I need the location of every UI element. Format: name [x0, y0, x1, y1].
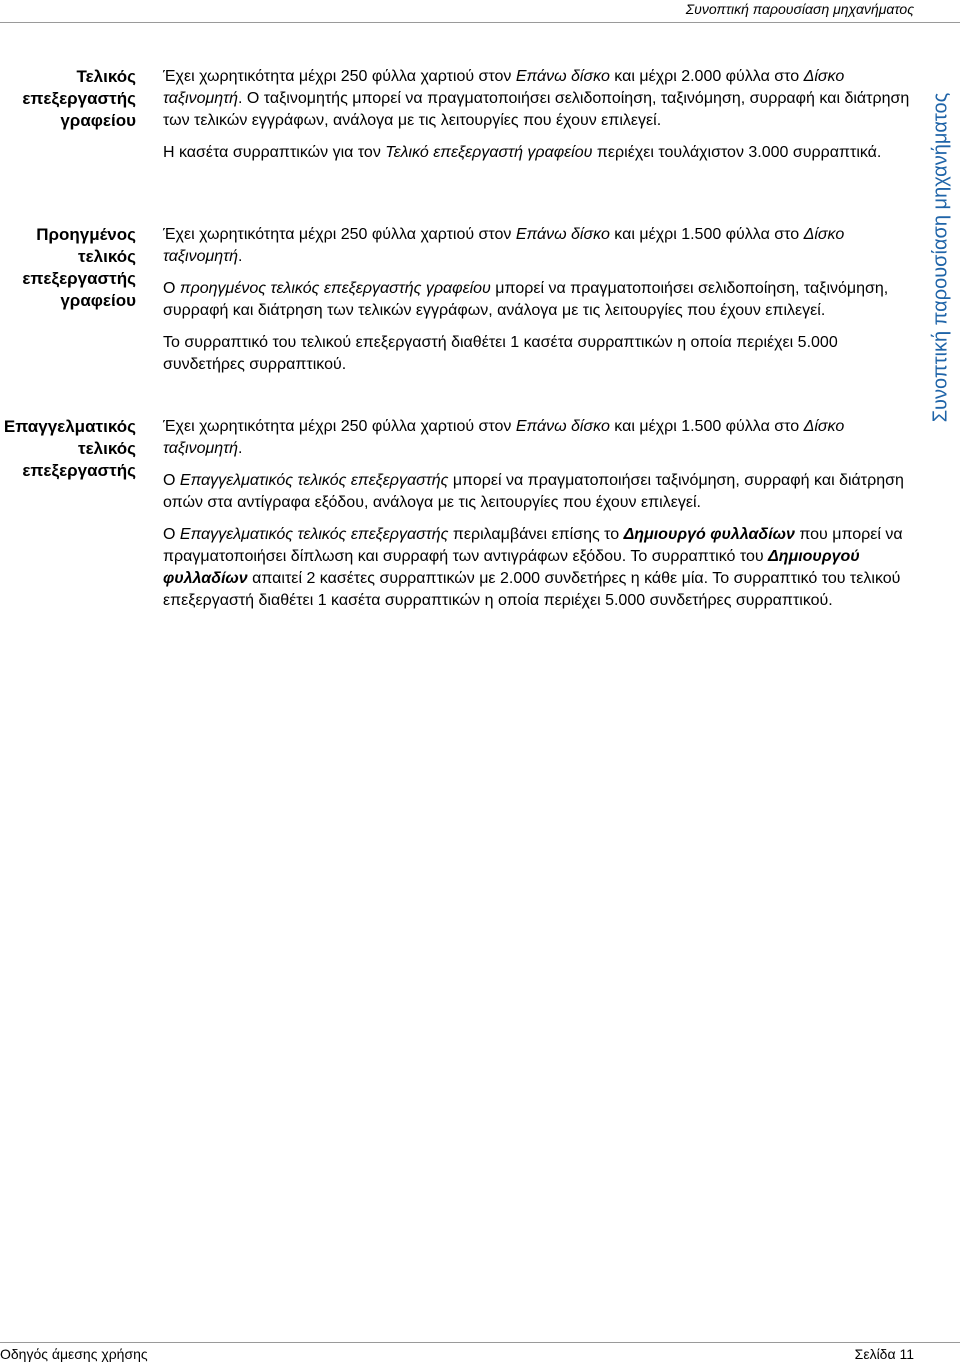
side-tab-label: Συνοπτική παρουσίαση μηχανήματος	[929, 92, 952, 422]
paragraph: Η κασέτα συρραπτικών για τον Τελικό επεξεργαστή γραφείου περιέχει τουλάχιστον 3.000 συρραπτικά.	[163, 144, 882, 161]
running-header-title: Συνοπτική παρουσίαση μηχανήματος	[685, 1, 914, 17]
footer-page-number: Σελίδα 11	[854, 1346, 914, 1362]
paragraph: Έχει χωρητικότητα μέχρι 250 φύλλα χαρτιού στον Επάνω δίσκο και μέχρι 2.000 φύλλα στο Δίσκο ταξινομητή. Ο ταξινομητής μπορεί να πραγματοποιήσει σελιδοποίηση, ταξινόμηση, συρραφή και διάτρηση των τελικών εγγράφων, ανάλογα με τις λειτουργίες που έχουν επιλεγεί.	[163, 68, 910, 129]
section-body	[163, 66, 918, 164]
running-header	[0, 0, 960, 23]
paragraph: Ο προηγμένος τελικός επεξεργαστής γραφείου μπορεί να πραγματοποιήσει σελιδοποίηση, ταξινόμηση, συρραφή και διάτρηση των τελικών εγγράφων, ανάλογα με τις λειτουργίες που έχουν επιλεγεί.	[163, 280, 889, 319]
section-body	[163, 416, 918, 612]
paragraph: Έχει χωρητικότητα μέχρι 250 φύλλα χαρτιού στον Επάνω δίσκο και μέχρι 1.500 φύλλα στο Δίσκο ταξινομητή.	[163, 418, 845, 457]
section-label: Προηγμένος τελικός επεξεργαστής γραφείου	[22, 225, 136, 310]
section-label: Επαγγελματικός τελικός επεξεργαστής	[3, 417, 136, 480]
paragraph: Το συρραπτικό του τελικού επεξεργαστή διαθέτει 1 κασέτα συρραπτικών η οποία περιέχει 5.000 συνδετήρες συρραπτικού.	[163, 334, 838, 373]
section-label: Τελικός επεξεργαστής γραφείου	[22, 67, 136, 130]
page-footer	[0, 1342, 960, 1367]
footer-guide-title: Οδηγός άμεσης χρήσης	[0, 1346, 148, 1362]
paragraph: Ο Επαγγελματικός τελικός επεξεργαστής μπορεί να πραγματοποιήσει ταξινόμηση, συρραφή και διάτρηση οπών στα αντίγραφα εξόδου, ανάλογα με τις λειτουργίες που έχουν επιλεγεί.	[163, 472, 904, 511]
paragraph: Ο Επαγγελματικός τελικός επεξεργαστής περιλαμβάνει επίσης το Δημιουργό φυλλαδίων που μπορεί να πραγματοποιήσει δίπλωση και συρραφή των αντιγράφων εξόδου. Το συρραπτικό του Δημιουργού φυλλαδίων απαιτεί 2 κασέτες συρραπτικών με 2.000 συνδετήρες η κάθε μία. Το συρραπτικό του τελικού επεξεργαστή διαθέτει 1 κασέτα συρραπτικών η οποία περιέχει 5.000 συνδετήρες συρραπτικού.	[163, 526, 903, 609]
side-tab	[924, 70, 958, 444]
section-body	[163, 224, 918, 376]
paragraph: Έχει χωρητικότητα μέχρι 250 φύλλα χαρτιού στον Επάνω δίσκο και μέχρι 1.500 φύλλα στο Δίσκο ταξινομητή.	[163, 226, 845, 265]
